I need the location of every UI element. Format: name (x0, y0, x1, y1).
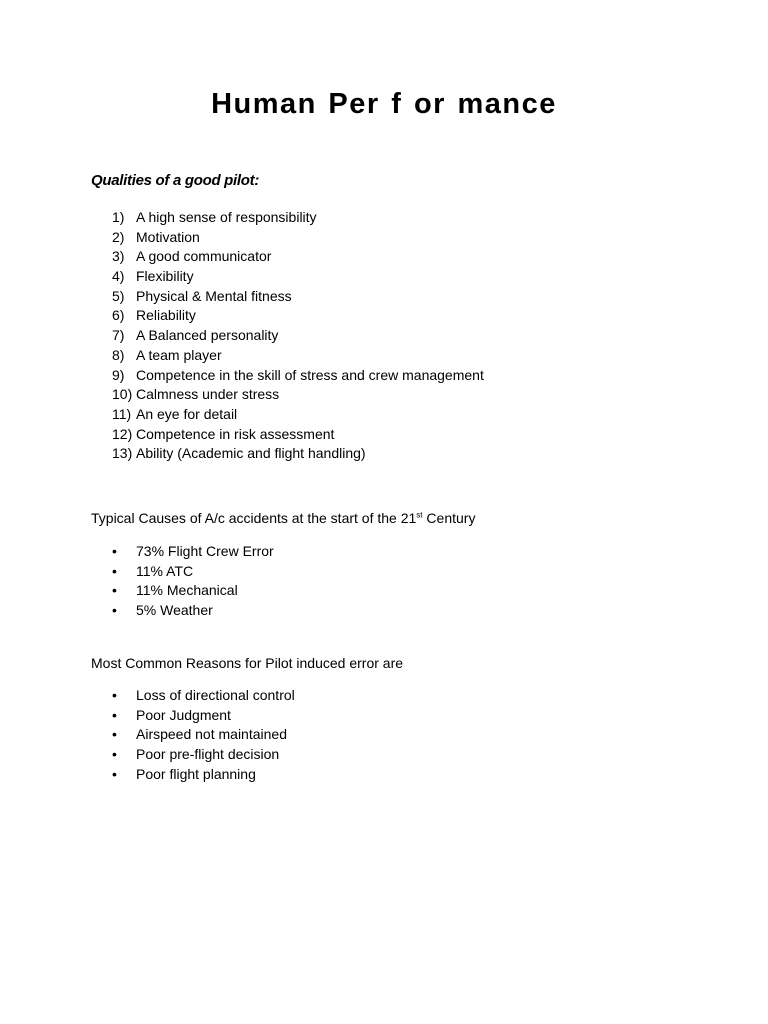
list-item (112, 542, 274, 562)
reasons-list (112, 686, 295, 784)
bullet-icon: • (112, 706, 117, 723)
list-item (112, 745, 295, 765)
list-number: 10) (112, 386, 133, 403)
list-item (112, 405, 484, 425)
list-text: An eye for detail (136, 405, 238, 422)
list-text: Calmness under stress (136, 386, 280, 403)
list-number: 2) (112, 228, 125, 245)
causes-heading-tail: Century (422, 510, 476, 526)
list-item (112, 444, 484, 464)
bullet-icon: • (112, 562, 117, 579)
bullet-icon: • (112, 765, 117, 782)
list-item (112, 306, 484, 326)
list-item (112, 581, 274, 601)
list-item (112, 686, 295, 706)
list-item (112, 346, 484, 366)
list-text: A Balanced personality (136, 327, 279, 344)
causes-heading (91, 510, 475, 526)
reasons-heading: Most Common Reasons for Pilot induced error are (91, 655, 404, 671)
list-text: Reliability (136, 307, 196, 324)
list-text: Airspeed not maintained (136, 726, 287, 743)
list-text: Competence in risk assessment (136, 425, 335, 442)
list-text: Poor flight planning (136, 765, 256, 782)
list-number: 13) (112, 445, 133, 462)
qualities-heading: Qualities of a good pilot: (91, 172, 260, 189)
bullet-icon: • (112, 746, 117, 763)
list-item (112, 601, 274, 621)
list-text: 5% Weather (136, 602, 213, 619)
list-item (112, 247, 484, 267)
list-text: Ability (Academic and flight handling) (136, 445, 366, 462)
list-text: Physical & Mental fitness (136, 287, 292, 304)
list-text: A high sense of responsibility (136, 209, 317, 225)
list-number: 11) (112, 405, 132, 422)
list-number: 6) (112, 307, 125, 324)
list-number: 7) (112, 327, 125, 344)
list-text: Poor pre-flight decision (136, 746, 280, 763)
qualities-list (112, 208, 484, 464)
bullet-icon: • (112, 687, 117, 703)
list-item (112, 385, 484, 405)
list-item (112, 366, 484, 386)
list-item (112, 725, 295, 745)
list-number: 3) (112, 248, 125, 265)
list-text: A good communicator (136, 248, 272, 265)
bullet-icon: • (112, 543, 117, 559)
list-text: Loss of directional control (136, 687, 295, 703)
list-item (112, 267, 484, 287)
list-item (112, 562, 274, 582)
list-number: 8) (112, 346, 125, 363)
list-item (112, 765, 295, 785)
list-item (112, 326, 484, 346)
list-number: 12) (112, 425, 133, 442)
list-item (112, 706, 295, 726)
list-number: 9) (112, 366, 125, 383)
list-text: Motivation (136, 228, 200, 245)
page-title: Human Per f or mance (211, 88, 557, 120)
causes-list (112, 542, 274, 621)
list-item (112, 208, 484, 228)
list-text: Flexibility (136, 268, 194, 285)
list-text: Poor Judgment (136, 706, 231, 723)
list-number: 4) (112, 268, 125, 285)
bullet-icon: • (112, 582, 117, 599)
bullet-icon: • (112, 726, 117, 743)
ordinal-suffix: st (416, 510, 423, 520)
list-item (112, 228, 484, 248)
list-number: 1) (112, 209, 125, 225)
list-text: 11% Mechanical (136, 582, 238, 599)
list-item (112, 287, 484, 307)
list-text: 73% Flight Crew Error (136, 543, 274, 559)
list-text: A team player (136, 346, 222, 363)
bullet-icon: • (112, 602, 117, 619)
list-text: 11% ATC (136, 562, 194, 579)
list-item (112, 425, 484, 445)
list-text: Competence in the skill of stress and crew management (136, 366, 484, 383)
list-number: 5) (112, 287, 125, 304)
causes-heading-text: Typical Causes of A/c accidents at the start of the 21 (91, 510, 417, 526)
